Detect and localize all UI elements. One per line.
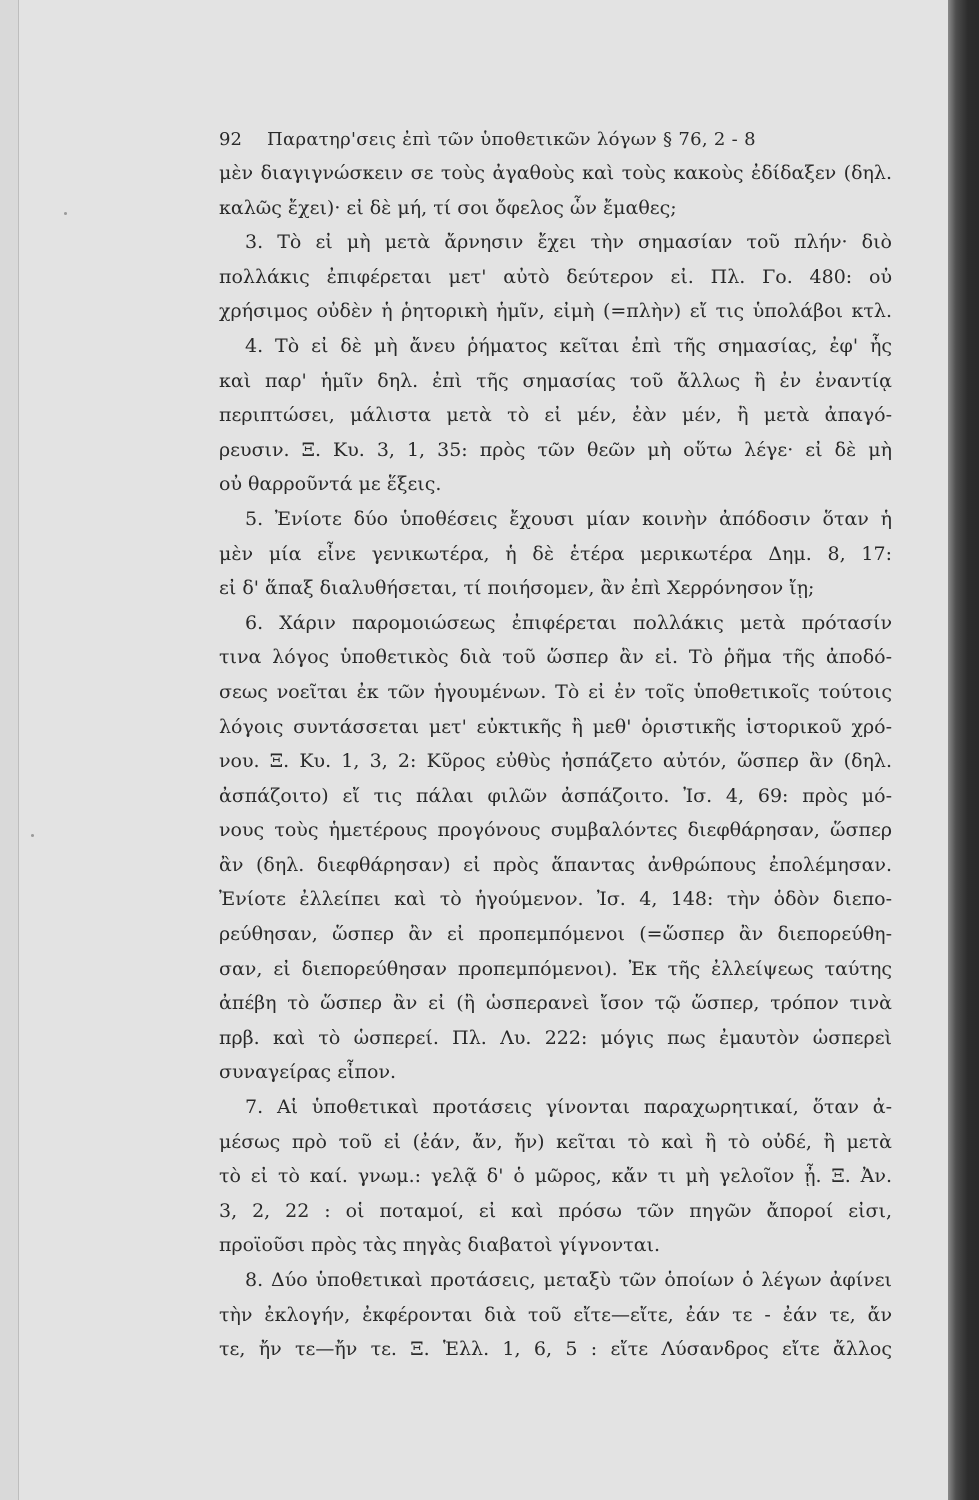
text-line: νου. Ξ. Κυ. 1, 3, 2: Κῦρος εὐθὺς ἠσπάζετο αὐτόν, ὥσπερ ἂν (δηλ. bbox=[219, 750, 892, 773]
page-text bbox=[219, 124, 892, 1367]
text-line: ἀσπάζοιτο) εἴ τις πάλαι φιλῶν ἀσπάζοιτο. Ἰσ. 4, 69: πρὸς μό- bbox=[219, 784, 892, 807]
text-line: χρήσιμος οὐδὲν ἡ ῥητορικὴ ἡμῖν, εἰμὴ (=πλὴν) εἴ τις ὑπολάβοι κτλ. bbox=[219, 300, 892, 323]
text-line: ἀπέβη τὸ ὥσπερ ἂν εἰ (ἢ ὡσπερανεὶ ἴσον τῷ ὥσπερ, τρόπον τινὰ bbox=[219, 992, 892, 1015]
text-line: 4. Τὸ εἰ δὲ μὴ ἄνευ ῥήματος κεῖται ἐπὶ τῆς σημασίας, ἐφ' ἧς bbox=[245, 334, 892, 357]
text-line: περιπτώσει, μάλιστα μετὰ τὸ εἰ μέν, ἐὰν μέν, ἢ μετὰ ἀπαγό- bbox=[219, 404, 892, 427]
text-line: ρεύθησαν, ὥσπερ ἂν εἰ προπεμπόμενοι (=ὥσπερ ἂν διεπορεύθη- bbox=[219, 923, 892, 946]
text-line: ἂν (δηλ. διεφθάρησαν) εἰ πρὸς ἅπαντας ἀνθρώπους ἐπολέμησαν. bbox=[219, 853, 892, 876]
text-line: πρβ. καὶ τὸ ὡσπερεί. Πλ. Λυ. 222: μόγις πως ἐμαυτὸν ὡσπερεὶ bbox=[219, 1026, 892, 1049]
text-line: τὸ εἰ τὸ καί. γνωμ.: γελᾷ δ' ὁ μῶρος, κἄν τι μὴ γελοῖον ᾖ. Ξ. Ἀν. bbox=[219, 1165, 892, 1188]
paper-speck bbox=[31, 834, 34, 837]
text-line: σεως νοεῖται ἐκ τῶν ἡγουμένων. Τὸ εἰ ἐν τοῖς ὑποθετικοῖς τούτοις bbox=[219, 680, 892, 703]
text-line: 6. Χάριν παρομοιώσεως ἐπιφέρεται πολλάκις μετὰ πρότασίν bbox=[245, 611, 892, 634]
text-line: πολλάκις ἐπιφέρεται μετ' αὐτὸ δεύτερον εἰ. Πλ. Γο. 480: οὐ bbox=[219, 265, 892, 288]
text-line: καλῶς ἔχει)· εἰ δὲ μή, τί σοι ὄφελος ὧν ἔμαθες; bbox=[219, 196, 677, 219]
text-line: οὐ θαρροῦντά με ἕξεις. bbox=[219, 473, 442, 496]
text-line: ρευσιν. Ξ. Κυ. 3, 1, 35: πρὸς τῶν θεῶν μὴ οὕτω λέγε· εἰ δὲ μὴ bbox=[219, 438, 892, 461]
text-line: καὶ παρ' ἡμῖν δηλ. ἐπὶ τῆς σημασίας τοῦ ἄλλως ἢ ἐν ἐναντίᾳ bbox=[219, 369, 892, 392]
text-line: συναγείρας εἶπον. bbox=[219, 1061, 397, 1084]
text-line: 7. Αἱ ὑποθετικαὶ προτάσεις γίνονται παραχωρητικαί, ὅταν ἀ- bbox=[245, 1096, 892, 1119]
paper-speck bbox=[64, 212, 67, 215]
page-number: 92 bbox=[219, 129, 242, 150]
text-line: νους τοὺς ἡμετέρους προγόνους συμβαλόντες διεφθάρησαν, ὥσπερ bbox=[219, 819, 892, 842]
text-line: 3, 2, 22 : οἱ ποταμοί, εἰ καὶ πρόσω τῶν πηγῶν ἄποροί εἰσι, bbox=[219, 1199, 892, 1222]
text-line: σαν, εἰ διεπορεύθησαν προπεμπόμενοι). Ἐκ τῆς ἐλλείψεως ταύτης bbox=[219, 957, 892, 980]
text-line: 8. Δύο ὑποθετικαὶ προτάσεις, μεταξὺ τῶν ὁποίων ὁ λέγων ἀφίνει bbox=[245, 1269, 892, 1291]
book-binding-edge bbox=[948, 0, 979, 1500]
running-header bbox=[219, 124, 892, 156]
text-line: προϊοῦσι πρὸς τὰς πηγὰς διαβατοὶ γίγνονται. bbox=[219, 1234, 661, 1257]
text-line: τε, ἤν τε—ἤν τε. Ξ. Ἑλλ. 1, 6, 5 : εἴτε Λύσανδρος εἴτε ἄλλος bbox=[219, 1338, 892, 1361]
text-line: λόγοις συντάσσεται μετ' εὐκτικῆς ἢ μεθ' ὁριστικῆς ἱστορικοῦ χρό- bbox=[219, 715, 892, 738]
text-line: 3. Τὸ εἰ μὴ μετὰ ἄρνησιν ἔχει τὴν σημασίαν τοῦ πλήν· διὸ bbox=[245, 231, 892, 254]
text-line: μέσως πρὸ τοῦ εἰ (ἐάν, ἄν, ἤν) κεῖται τὸ καὶ ἢ τὸ οὐδέ, ἢ μετὰ bbox=[219, 1130, 892, 1153]
text-line: μὲν μία εἶνε γενικωτέρα, ἡ δὲ ἑτέρα μερικωτέρα Δημ. 8, 17: bbox=[219, 542, 892, 565]
text-line: μὲν διαγιγνώσκειν σε τοὺς ἀγαθοὺς καὶ τοὺς κακοὺς ἐδίδαξεν (δηλ. bbox=[219, 162, 892, 184]
text-line: εἰ δ' ἅπαξ διαλυθήσεται, τί ποιήσομεν, ἂν ἐπὶ Χερρόνησον ἴῃ; bbox=[219, 577, 815, 600]
text-line: τὴν ἐκλογήν, ἐκφέρονται διὰ τοῦ εἴτε—εἴτε, ἐάν τε - ἐάν τε, ἄν bbox=[219, 1303, 892, 1326]
text-line: τινα λόγος ὑποθετικὸς διὰ τοῦ ὥσπερ ἂν εἰ. Τὸ ῥῆμα τῆς ἀποδό- bbox=[219, 646, 892, 669]
text-line: 5. Ἐνίοτε δύο ὑποθέσεις ἔχουσι μίαν κοινὴν ἀπόδοσιν ὅταν ἡ bbox=[245, 507, 892, 530]
text-line: Ἐνίοτε ἐλλείπει καὶ τὸ ἡγούμενον. Ἰσ. 4, 148: τὴν ὁδὸν διεπο- bbox=[219, 888, 892, 911]
running-title: Παρατηρ'σεις ἐπὶ τῶν ὑποθετικῶν λόγων § 76, 2 - 8 bbox=[267, 129, 756, 150]
